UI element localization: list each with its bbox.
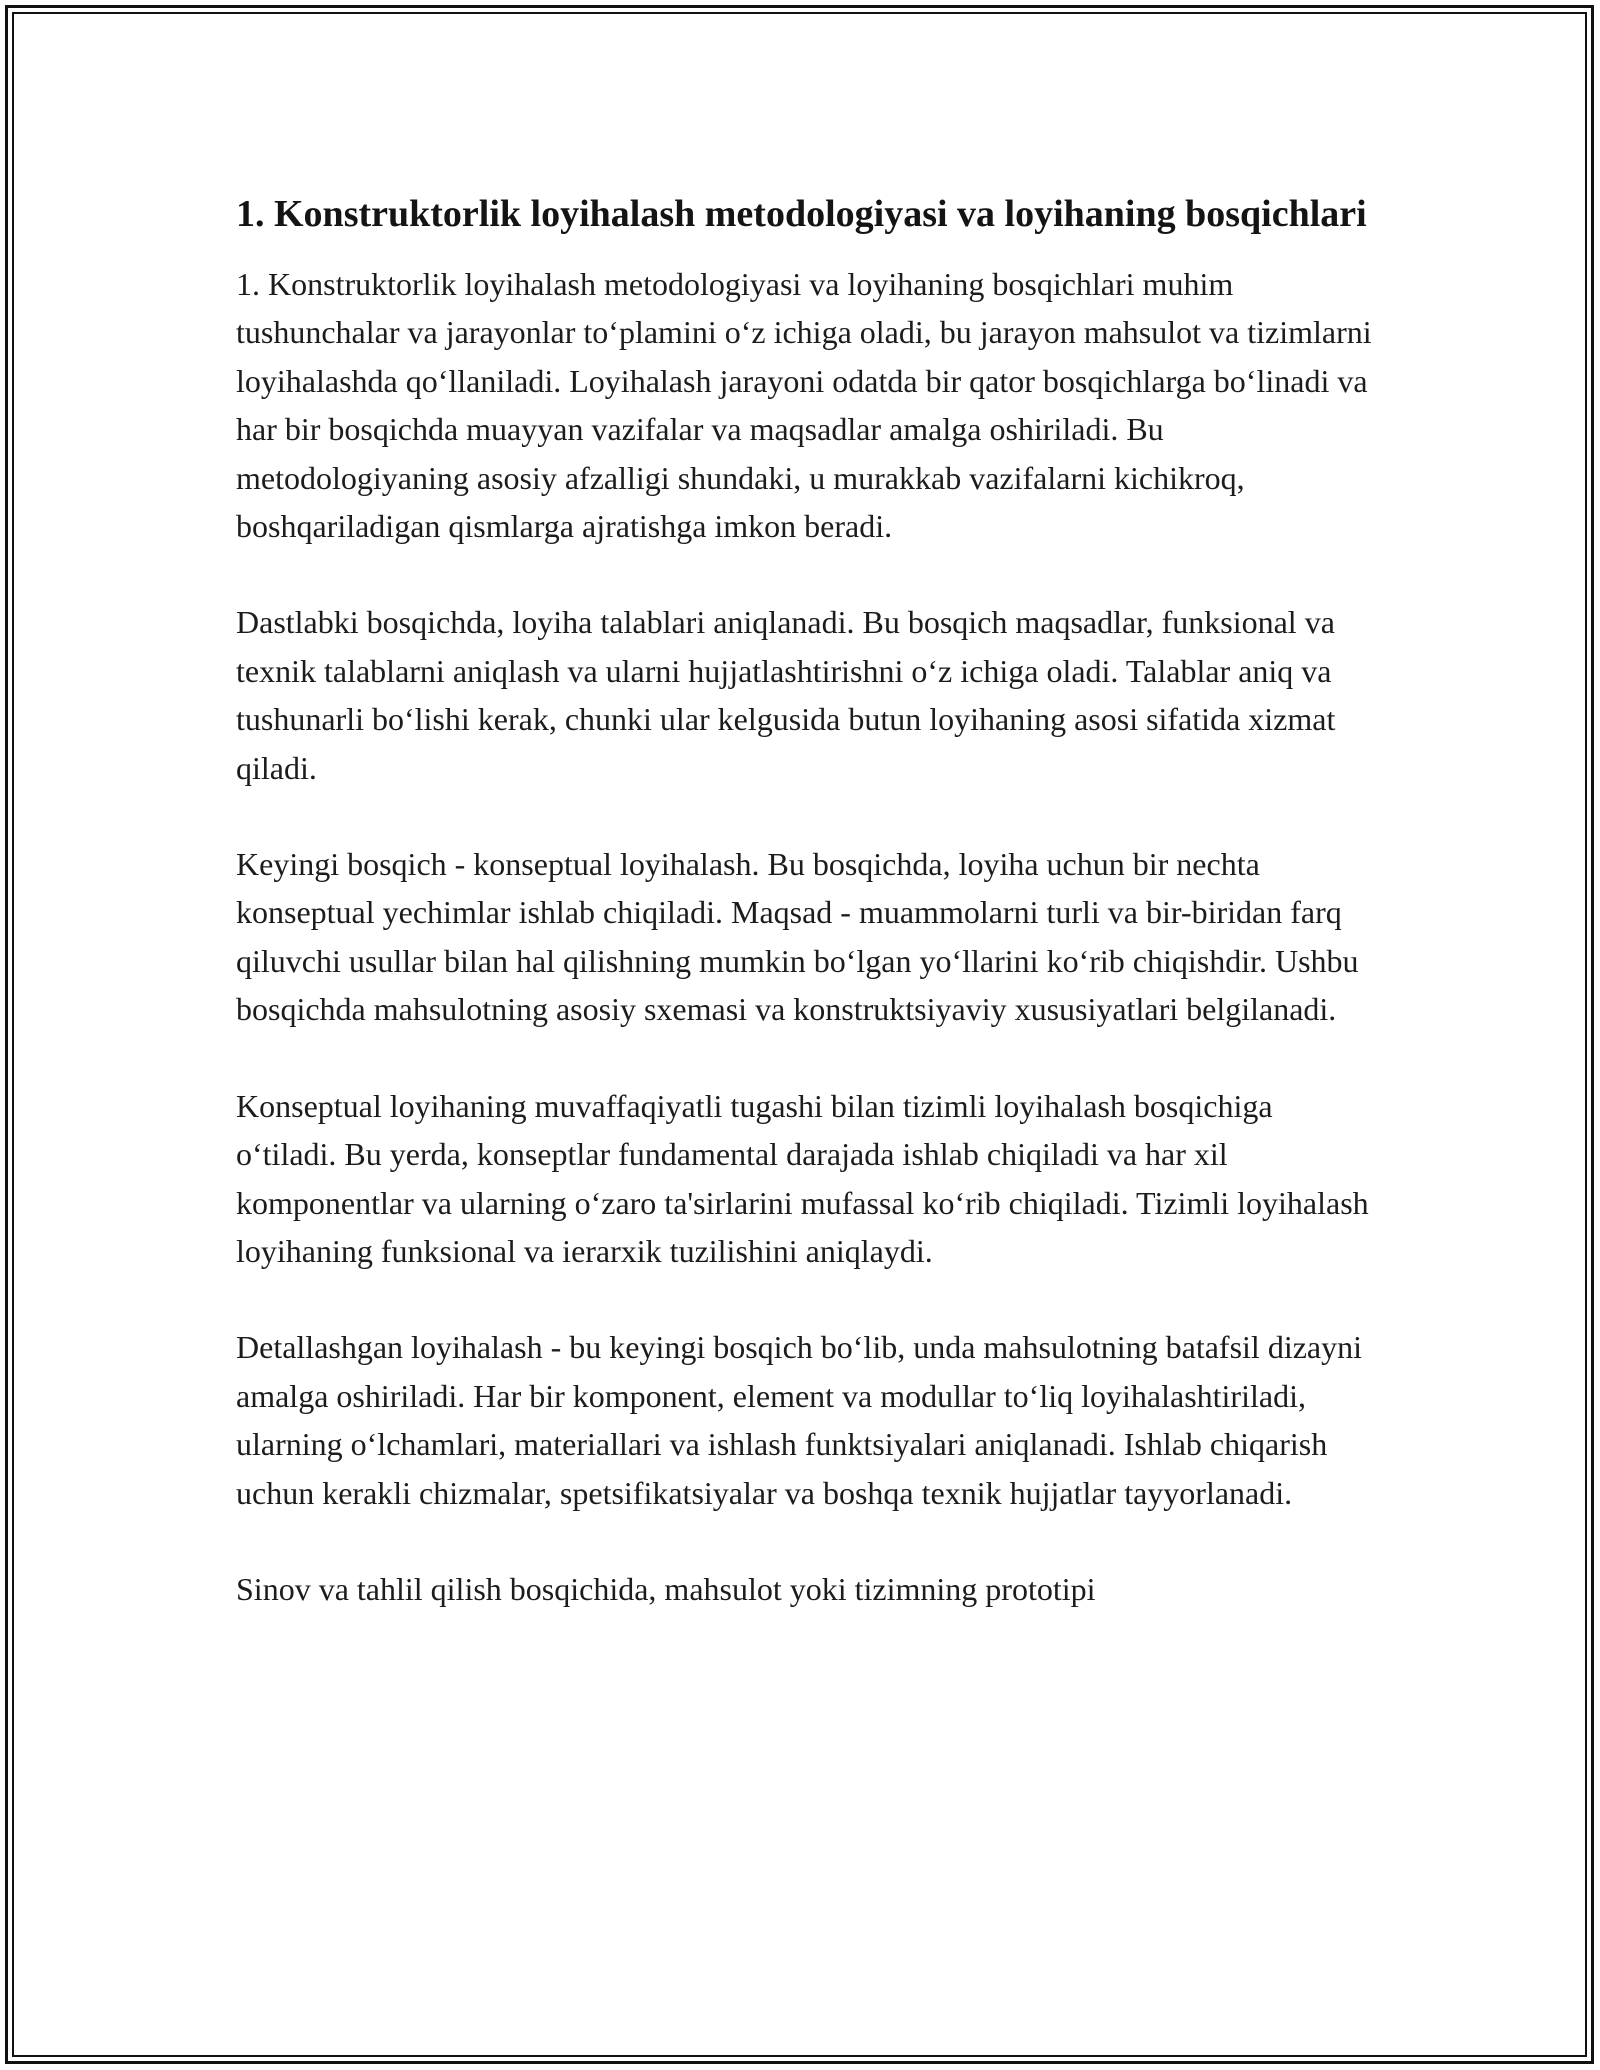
paragraph-detailed-design: Detallashgan loyihalash - bu keyingi bosqich bo‘lib, unda mahsulotning batafsil dizayni amalga oshiriladi. Har bir komponent, element va modullar to‘liq loyihalashtiriladi, ularning o‘lchamlari, materiallari va ishlash funktsiyalari aniqlanadi. Ishlab chiqarish uchun kerakli chizmalar, spetsifikatsiyalar va boshqa texnik hujjatlar tayyorlanadi. <box>236 1329 1362 1511</box>
paragraph-requirements: Dastlabki bosqichda, loyiha talablari aniqlanadi. Bu bosqich maqsadlar, funksional va texnik talablarni aniqlash va ularni hujjatlashtirishni o‘z ichiga oladi. Talablar aniq va tushunarli bo‘lishi kerak, chunki ular kelgusida butun loyihaning asosi sifatida xizmat qiladi. <box>236 604 1336 786</box>
document-body <box>236 186 1376 1613</box>
paragraph-intro: 1. Konstruktorlik loyihalash metodologiyasi va loyihaning bosqichlari muhim tushunchalar va jarayonlar to‘plamini o‘z ichiga oladi, bu jarayon mahsulot va tizimlarni loyihalashda qo‘llaniladi. Loyihalash jarayoni odatda bir qator bosqichlarga bo‘linadi va har bir bosqichda muayyan vazifalar va maqsadlar amalga oshiriladi. Bu metodologiyaning asosiy afzalligi shundaki, u murakkab vazifalarni kichikroq, boshqariladigan qismlarga ajratishga imkon beradi. <box>236 266 1372 545</box>
paragraph-system-design: Konseptual loyihaning muvaffaqiyatli tugashi bilan tizimli loyihalash bosqichiga o‘tiladi. Bu yerda, konseptlar fundamental darajada ishlab chiqiladi va har xil komponentlar va ularning o‘zaro ta'sirlarini mufassal ko‘rib chiqiladi. Tizimli loyihalash loyihaning funksional va ierarxik tuzilishini aniqlaydi. <box>236 1087 1369 1269</box>
page-title: 1. Konstruktorlik loyihalash metodologiyasi va loyihaning bosqichlari <box>236 193 1367 235</box>
paragraph-testing: Sinov va tahlil qilish bosqichida, mahsulot yoki tizimning prototipi <box>236 1570 1096 1607</box>
paragraph-conceptual-design: Keyingi bosqich - konseptual loyihalash. Bu bosqichda, loyiha uchun bir nechta konseptual yechimlar ishlab chiqiladi. Maqsad - muammolarni turli va bir-biridan farq qiluvchi usullar bilan hal qilishning mumkin bo‘lgan yo‘llarini ko‘rib chiqishdir. Ushbu bosqichda mahsulotning asosiy sxemasi va konstruktsiyaviy xususiyatlari belgilanadi. <box>236 846 1359 1028</box>
